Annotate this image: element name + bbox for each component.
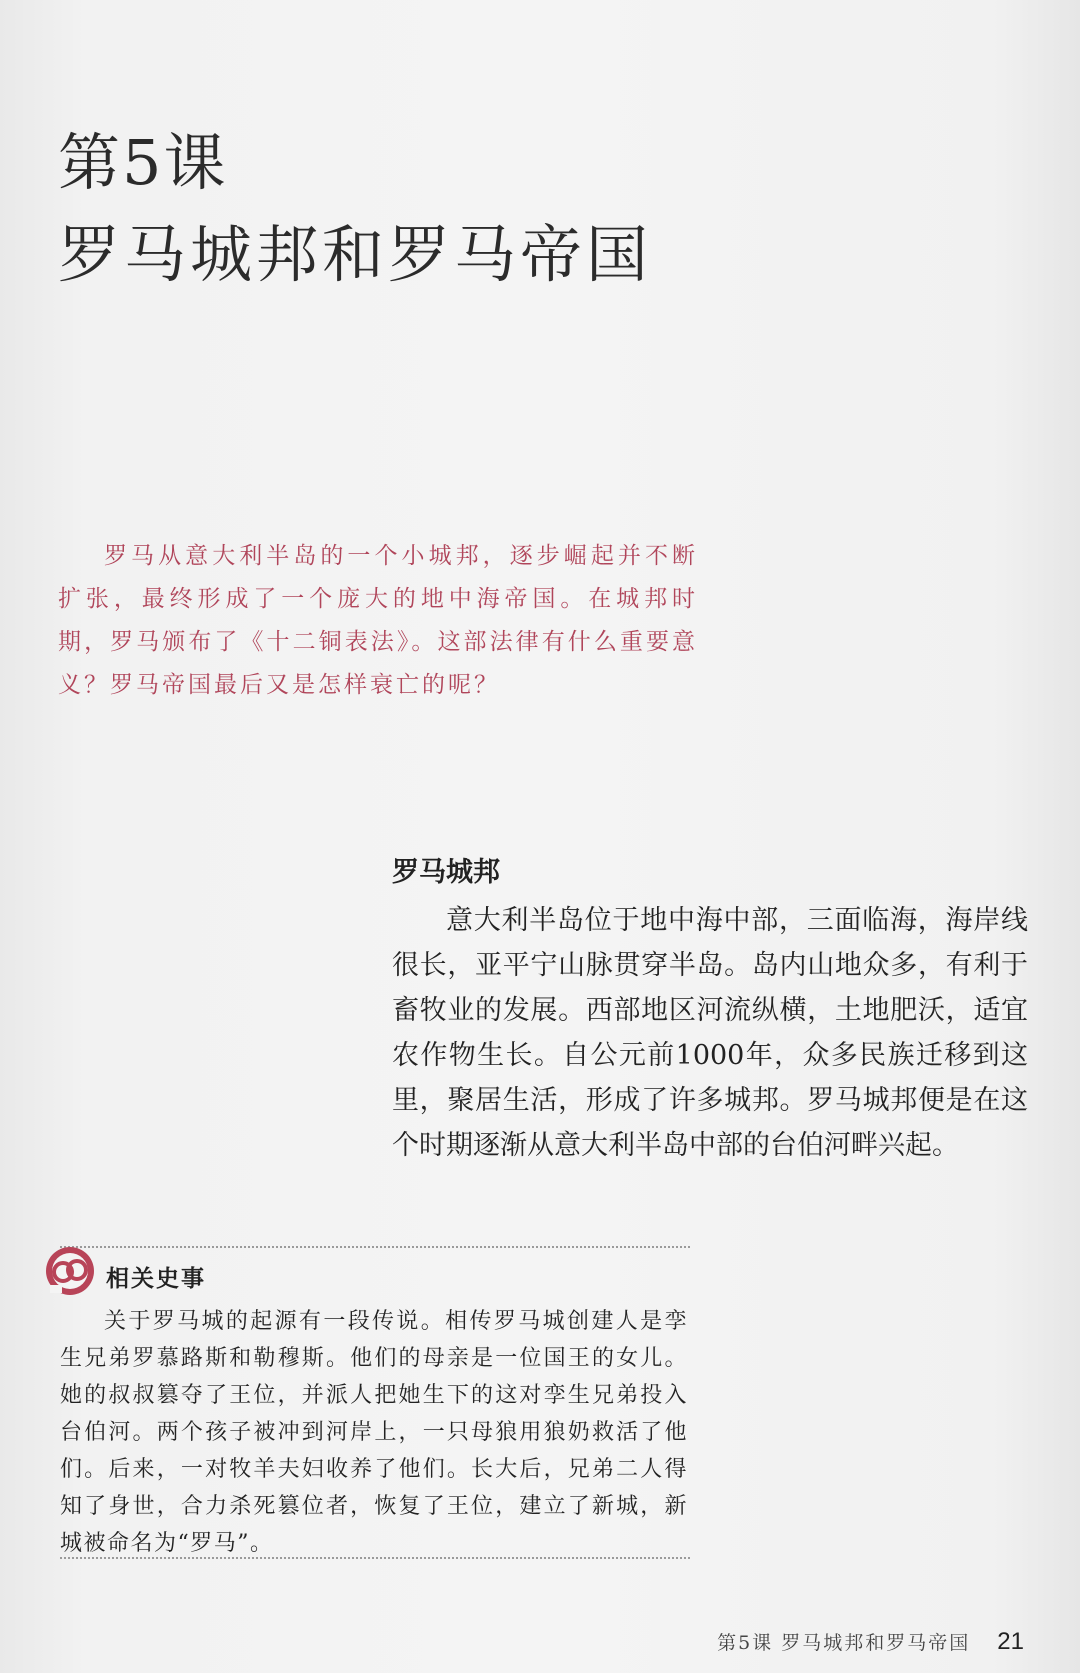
section-body-paragraph: 意大利半岛位于地中海中部，三面临海，海岸线很长，亚平宁山脉贯穿半岛。岛内山地众多，有利于畜牧业的发展。西部地区河流纵横，土地肥沃，适宜农作物生长。自公元前1000年，众多民族迁移到这里，聚居生活，形成了许多城邦。罗马城邦便是在这个时期逐渐从意大利半岛中部的台伯河畔兴起。 xyxy=(392,905,1028,1161)
box-bottom-divider xyxy=(60,1557,690,1559)
page-number: 21 xyxy=(997,1628,1024,1655)
section-heading: 罗马城邦 xyxy=(392,857,500,888)
related-box-body: 关于罗马城的起源有一段传说。相传罗马城创建人是孪生兄弟罗慕路斯和勒穆斯。他们的母亲是一位国王的女儿。她的叔叔篡夺了王位，并派人把她生下的这对孪生兄弟投入台伯河。两个孩子被冲到河岸上，一只母狼用狼奶救活了他们。后来，一对牧羊夫妇收养了他们。长大后，兄弟二人得知了身世，合力杀死篡位者，恢复了王位，建立了新城，新城被命名为“罗马”。 xyxy=(60,1309,688,1556)
box-top-divider xyxy=(60,1246,690,1248)
lesson-intro-paragraph: 罗马从意大利半岛的一个小城邦，逐步崛起并不断扩张，最终形成了一个庞大的地中海帝国。在城邦时期，罗马颁布了《十二铜表法》。这部法律有什么重要意义？罗马帝国最后又是怎样衰亡的呢？ xyxy=(58,543,698,698)
page-footer xyxy=(717,1628,1024,1656)
lesson-number: 第5课 xyxy=(58,126,228,199)
running-title: 第5课 罗马城邦和罗马帝国 xyxy=(717,1632,971,1654)
related-history-icon xyxy=(44,1245,96,1297)
lesson-title: 罗马城邦和罗马帝国 xyxy=(58,218,653,291)
related-box-heading: 相关史事 xyxy=(106,1266,206,1292)
